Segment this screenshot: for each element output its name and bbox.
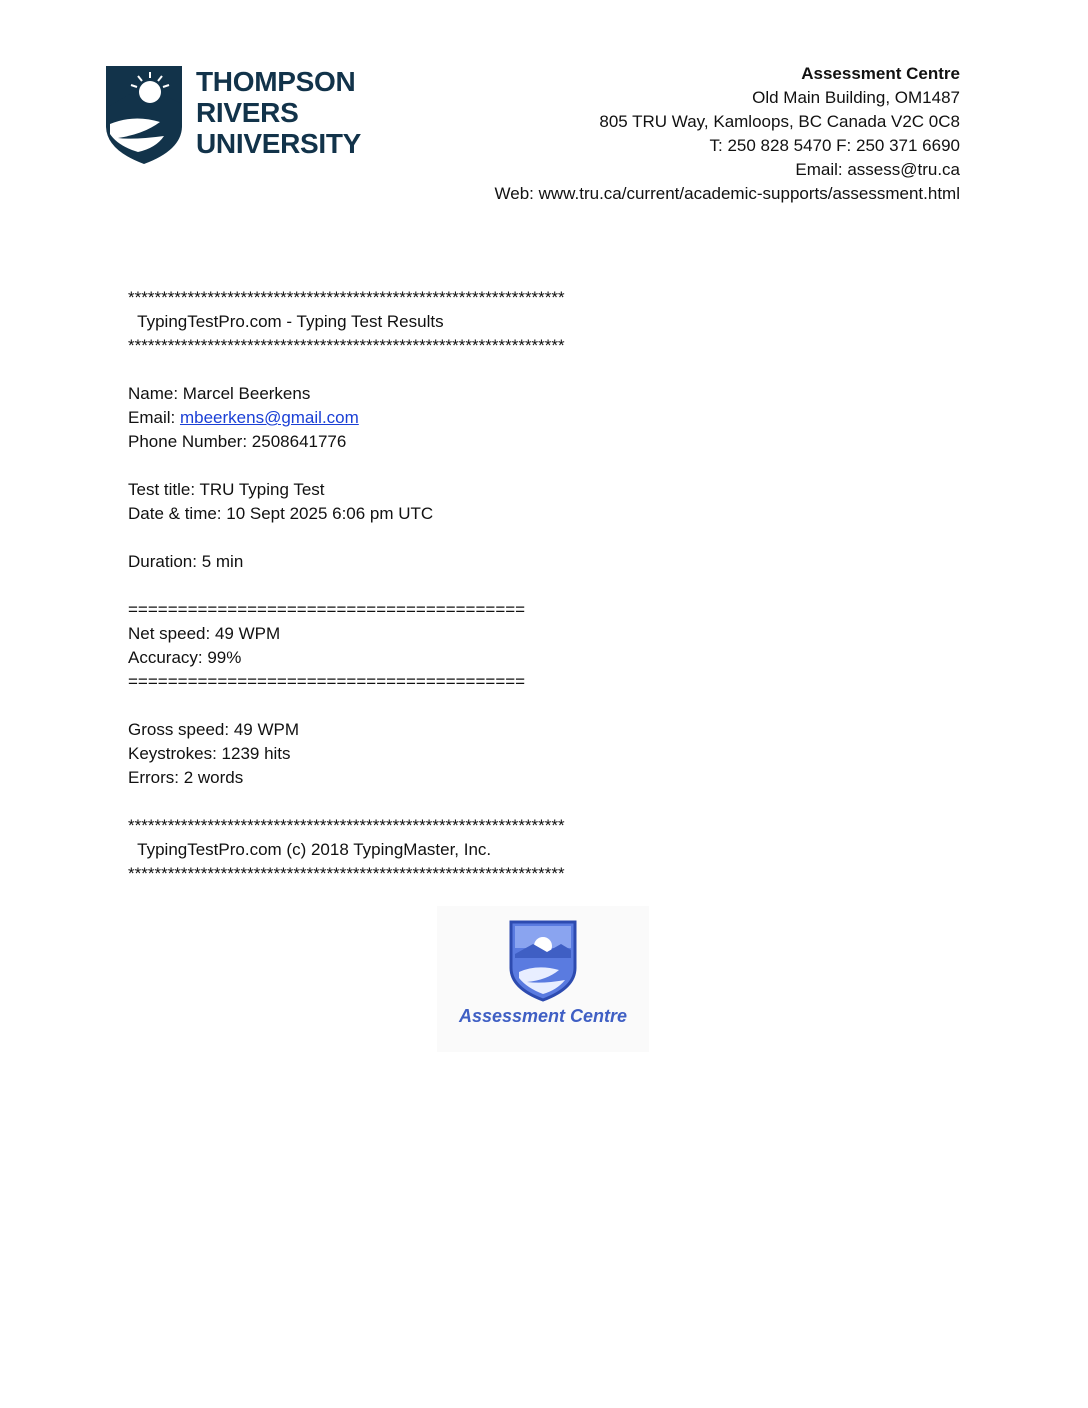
results-header-title: TypingTestPro.com - Typing Test Results: [128, 312, 444, 331]
results-footer-title: TypingTestPro.com (c) 2018 TypingMaster, Inc.: [128, 840, 492, 859]
errors: Errors: 2 words: [128, 768, 244, 787]
contact-phones: T: 250 828 5470 F: 250 371 6690: [709, 136, 960, 155]
candidate-email: [128, 406, 848, 430]
test-duration: Duration: 5 min: [128, 552, 244, 571]
equals-rule: ========================================: [128, 600, 526, 619]
tru-logo: [104, 64, 394, 168]
accuracy: Accuracy: 99%: [128, 648, 242, 667]
net-speed: Net speed: 49 WPM: [128, 624, 281, 643]
shield-emblem-icon: [437, 906, 649, 1006]
test-title: Test title: TRU Typing Test: [128, 480, 325, 499]
candidate-name: Name: Marcel Beerkens: [128, 384, 311, 403]
gross-speed: Gross speed: 49 WPM: [128, 720, 300, 739]
tru-shield-icon: [104, 64, 184, 166]
email-label: Email:: [128, 408, 180, 427]
logo-line-2: RIVERS: [196, 97, 299, 128]
keystrokes: Keystrokes: 1239 hits: [128, 744, 291, 763]
contact-address: 805 TRU Way, Kamloops, BC Canada V2C 0C8: [599, 112, 960, 131]
email-link[interactable]: mbeerkens@gmail.com: [179, 408, 359, 427]
equals-rule: ========================================: [128, 672, 526, 691]
contact-email: Email: assess@tru.ca: [795, 160, 960, 179]
candidate-phone: Phone Number: 2508641776: [128, 432, 347, 451]
star-rule: ******************************************************************: [128, 336, 565, 355]
star-rule: ******************************************************************: [128, 864, 565, 883]
assessment-centre-stamp: [437, 906, 649, 1052]
logo-line-1: THOMPSON: [196, 66, 356, 97]
contact-web: Web: www.tru.ca/current/academic-supports/assessment.html: [494, 184, 960, 203]
contact-building: Old Main Building, OM1487: [752, 88, 960, 107]
contact-title: Assessment Centre: [801, 64, 960, 83]
stamp-label: Assessment Centre: [458, 1006, 628, 1026]
contact-block: [495, 62, 960, 206]
typing-results: [128, 286, 848, 886]
tru-wordmark: [196, 66, 361, 159]
star-rule: ******************************************************************: [128, 288, 565, 307]
test-date-time: Date & time: 10 Sept 2025 6:06 pm UTC: [128, 504, 434, 523]
logo-line-3: UNIVERSITY: [196, 128, 362, 159]
star-rule: ******************************************************************: [128, 816, 565, 835]
